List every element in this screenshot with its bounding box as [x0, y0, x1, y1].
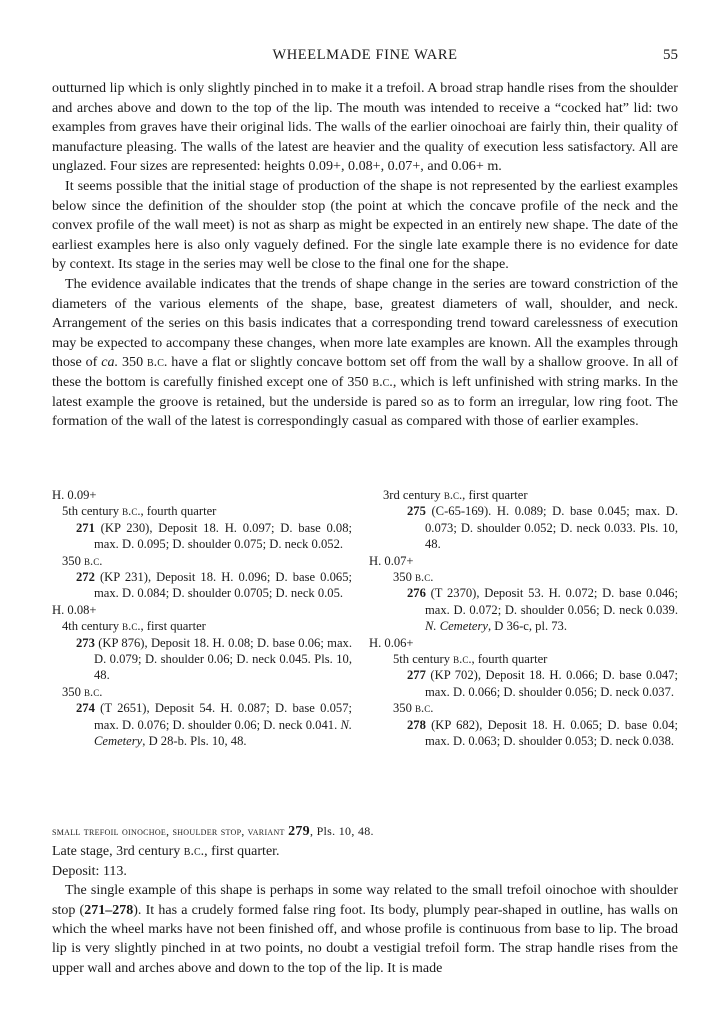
stage-tail: , first quarter.	[204, 844, 280, 860]
period-heading	[62, 618, 352, 634]
variant-description	[52, 881, 678, 978]
variant-section	[52, 822, 678, 978]
paragraph-3-circa: ca.	[101, 354, 119, 371]
period-text: 350	[62, 553, 81, 568]
variant-plates: , Pls. 10, 48.	[309, 824, 374, 838]
period-era: b.c.	[415, 570, 434, 585]
entry-number: 275	[407, 504, 426, 519]
catalog-entry-278	[407, 717, 678, 750]
period-tail: , fourth quarter	[140, 504, 217, 519]
entry-number: 276	[407, 586, 426, 601]
variant-deposit: Deposit: 113.	[52, 863, 127, 879]
stage-era: b.c.	[183, 844, 205, 860]
paragraph-3-era-2: b.c.	[372, 373, 393, 390]
entry-text: (C-65-169). H. 0.089; D. base 0.045; max. D. 0.073; D. shoulder 0.052; D. neck 0.033. Pls. 10, 48.	[425, 504, 678, 552]
variant-stage	[52, 842, 678, 861]
paragraph-3	[52, 275, 678, 432]
entry-text: (KP 231), Deposit 18. H. 0.096; D. base 0.065; max. D. 0.084; D. shoulder 0.0705; D. neck 0.05.	[94, 570, 353, 601]
period-era: b.c.	[84, 553, 103, 568]
size-heading: H. 0.09+	[52, 488, 97, 502]
period-text: 350	[393, 701, 412, 716]
stage-text: Late stage, 3rd century	[52, 844, 181, 860]
period-tail: , fourth quarter	[471, 652, 548, 667]
entry-number: 274	[76, 701, 95, 716]
period-heading	[383, 487, 678, 503]
period-era: b.c.	[122, 619, 141, 634]
period-text: 350	[62, 684, 81, 699]
variant-number: 279	[288, 824, 310, 839]
period-heading	[393, 700, 678, 716]
entry-tail: , D 36-c, pl. 73.	[487, 619, 568, 634]
period-heading	[62, 684, 352, 700]
paragraph-2: It seems possible that the initial stage of production of the shape is not represented by the earliest examples below since the definition of the shoulder stop (the point at which the concave profile of the neck and the convex profile of the wall meet) is not as sharp as might be expected in an entirely new shape. The date of the earliest examples here is also only vaguely defined. For the single late example there is no evidence for date by context. Its stage in the series may well be close to the final one for the shape.	[52, 177, 678, 273]
entry-number: 273	[76, 635, 95, 650]
entry-text: (KP 230), Deposit 18. H. 0.097; D. base 0.08; max. D. 0.095; D. shoulder 0.075; D. neck 0.052.	[94, 520, 352, 552]
paragraph-3-text-d: , which is left unfinished with string marks. In the latest example the groove is retained, but the underside is pared so as to form an irregular, low ring foot. The formation of the wall of the latest is correspondingly casual as compared with those of earlier examples.	[52, 373, 678, 430]
entry-text: (KP 702), Deposit 18. H. 0.066; D. base 0.047; max. D. 0.066; D. shoulder 0.056; D. neck 0.037.	[425, 668, 678, 699]
paragraph-1: outturned lip which is only slightly pinched in to make it a trefoil. A broad strap handle rises from the shoulder and arches above and down to the top of the lip. The mouth was intended to receive a “cocked hat” lid: two examples from graves have their original lids. The walls of the earlier oinochoai are fairly thin, their quality of manufacture pleasing. The walls of the latest are heavier and the quality of execution less satisfactory. All are unglazed. Four sizes are represented: heights 0.09+, 0.08+, 0.07+, and 0.06+ m.	[52, 80, 678, 175]
page-header	[52, 47, 678, 67]
period-era: b.c.	[415, 701, 434, 716]
entry-text: (KP 876), Deposit 18. H. 0.08; D. base 0.06; max. D. 0.079; D. shoulder 0.06; D. neck 0.045. Pls. 10, 48.	[94, 635, 352, 683]
period-heading	[62, 503, 352, 519]
paragraph-3-year: 350	[121, 354, 144, 371]
entry-number: 277	[407, 668, 426, 683]
paragraph-3-text-c: have a flat or slightly concave bottom set off from the wall by a shallow groove. In all of these the bottom is carefully finished except one of 350	[52, 354, 679, 390]
period-era: b.c.	[84, 684, 103, 699]
catalog-entry-275	[407, 503, 678, 552]
entry-reference: N. Cemetery	[94, 717, 353, 749]
entry-tail: , D 28-b. Pls. 10, 48.	[142, 734, 247, 749]
period-heading	[393, 569, 678, 585]
entry-text: (T 2370), Deposit 53. H. 0.072; D. base 0.046; max. D. 0.072; D. shoulder 0.056; D. neck 0.039.	[425, 586, 678, 617]
paragraph-3-era: b.c.	[147, 354, 168, 371]
period-heading	[393, 651, 678, 667]
variant-heading	[52, 822, 678, 842]
size-heading: H. 0.06+	[369, 635, 414, 650]
size-heading: H. 0.08+	[52, 602, 97, 617]
variant-title: small trefoil oinochoe, shoulder stop, variant	[52, 826, 285, 838]
entry-number: 278	[407, 717, 426, 732]
size-heading: H. 0.07+	[369, 553, 414, 568]
catalog-entry-274	[76, 700, 353, 749]
body-text	[52, 79, 678, 432]
entry-number: 272	[76, 570, 95, 585]
running-title: WHEELMADE FINE WARE	[272, 47, 458, 63]
page-number: 55	[663, 47, 678, 63]
period-text: 350	[393, 570, 412, 585]
period-era: b.c.	[443, 488, 463, 502]
catalog-left-column	[52, 487, 352, 750]
entry-text: (T 2651), Deposit 54. H. 0.087; D. base 0.057; max. D. 0.076; D. shoulder 0.06; D. neck 0.041.	[94, 701, 352, 732]
paragraph-3-text-a: The evidence available indicates that the trends of shape change in the series are toward constriction of the diameters of the various elements of the shape, base, greatest diameters of wall, shoulder, and neck. Arrangement of the series on this basis indicates that a corresponding trend toward carelessness of execution may be expected to accompany these changes, when more late examples are known. All the examples through those of	[52, 275, 678, 371]
entry-number: 271	[76, 520, 95, 535]
description-reference: 271–278	[84, 902, 134, 918]
catalog-entry-273	[76, 635, 352, 684]
period-text: 3rd century	[383, 488, 441, 502]
entry-text: (KP 682), Deposit 18. H. 0.065; D. base 0.04; max. D. 0.063; D. shoulder 0.053; D. neck 0.038.	[425, 717, 678, 749]
description-text-a: The single example of this shape is perhaps in some way related to the small trefoil oinochoe with shoulder stop (	[52, 883, 678, 918]
catalog-right-column	[369, 487, 678, 750]
description-text-b: ). It has a crudely formed false ring foot. Its body, plumply pear-shaped in outline, has walls on which the wheel marks have not been finished off, and whose profile is continuous from base to lip. The broad lip is very slightly pinched in at two points, no doubt a vestigial trefoil form. The strap handle rises from the upper wall and arches above and down to the top of the lip. It is made	[52, 902, 679, 976]
period-heading	[62, 553, 352, 569]
period-tail: , first quarter	[140, 619, 206, 634]
period-era: b.c.	[122, 504, 141, 519]
catalog-entry-277	[407, 667, 678, 700]
catalog-entry-276	[407, 585, 678, 634]
catalog-entry-271	[76, 520, 352, 553]
entry-reference: N. Cemetery	[425, 619, 488, 634]
period-era: b.c.	[453, 652, 472, 667]
catalog-entry-272	[76, 569, 353, 602]
period-tail: , first quarter	[462, 488, 528, 502]
period-text: 5th century	[393, 652, 451, 667]
period-text: 5th century	[62, 504, 120, 519]
period-text: 4th century	[62, 619, 120, 634]
